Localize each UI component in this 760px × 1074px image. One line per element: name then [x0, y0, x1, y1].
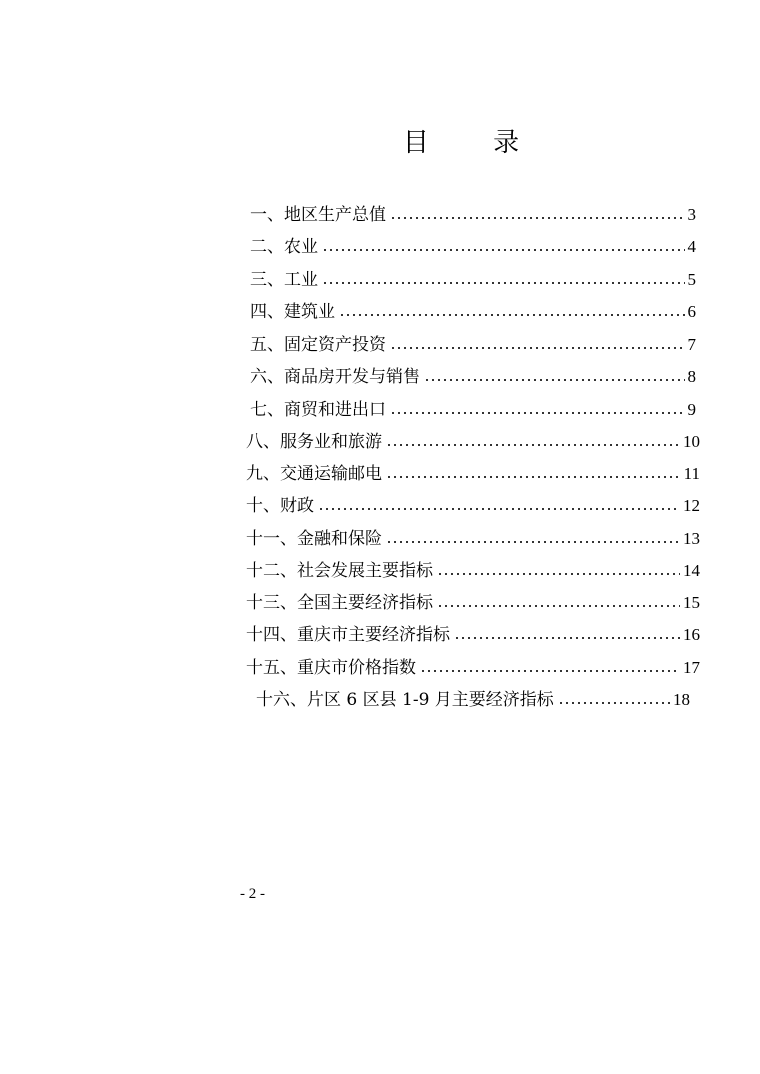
- dot-leader: [390, 216, 685, 220]
- toc-entry-page: 18: [673, 690, 690, 709]
- toc-entry-label: 十一、金融和保险: [246, 529, 382, 549]
- page-title: 目 录: [402, 128, 548, 158]
- dot-leader: [386, 475, 681, 479]
- toc-entry-page: 6: [687, 302, 696, 321]
- toc-entry-label: 九、交通运输邮电: [246, 464, 382, 484]
- toc-entry-page: 10: [683, 432, 700, 451]
- toc-entry-label: 一、地区生产总值: [250, 205, 386, 225]
- dot-leader: [386, 540, 680, 544]
- toc-entry-page: 7: [687, 335, 696, 354]
- dot-leader: [322, 281, 685, 285]
- dot-leader: [390, 346, 685, 350]
- toc-entry-page: 13: [683, 529, 700, 548]
- toc-entry-page: 8: [687, 367, 696, 386]
- toc-entry-label: 六、商品房开发与销售: [250, 367, 420, 387]
- dot-leader: [322, 248, 685, 252]
- toc-entry-5[interactable]: [250, 329, 696, 361]
- toc-entry-1[interactable]: [250, 199, 696, 231]
- toc-entry-page: 5: [687, 270, 696, 289]
- toc-entry-page: 9: [687, 400, 696, 419]
- toc-entry-8[interactable]: [246, 426, 700, 458]
- dot-leader: [318, 507, 680, 511]
- toc-entry-label: 十四、重庆市主要经济指标: [246, 625, 450, 645]
- toc-entry-10[interactable]: [246, 490, 700, 522]
- toc-entry-label: 三、工业: [250, 270, 318, 290]
- toc-entry-6[interactable]: [250, 361, 696, 393]
- toc-entry-12[interactable]: [246, 555, 700, 587]
- toc-entry-label: 十六、片区 6 区县 1-9 月主要经济指标: [256, 690, 554, 710]
- dot-leader: [339, 313, 685, 317]
- dot-leader: [437, 572, 680, 576]
- toc-entry-page: 11: [683, 464, 700, 483]
- toc-entry-label: 二、农业: [250, 237, 318, 257]
- toc-entry-16[interactable]: [256, 684, 690, 716]
- toc-entry-label: 十三、全国主要经济指标: [246, 593, 433, 613]
- toc-entry-page: 3: [687, 205, 696, 224]
- toc-entry-label: 七、商贸和进出口: [250, 400, 386, 420]
- toc-entry-page: 16: [683, 625, 700, 644]
- toc-entry-label: 十五、重庆市价格指数: [246, 658, 416, 678]
- toc-entry-label: 五、固定资产投资: [250, 335, 386, 355]
- dot-leader: [424, 378, 685, 382]
- toc-entry-page: 12: [683, 496, 700, 515]
- toc-entry-page: 14: [683, 561, 700, 580]
- page-number: - 2 -: [240, 886, 265, 902]
- toc-entry-11[interactable]: [246, 523, 700, 555]
- toc-entry-13[interactable]: [246, 587, 700, 619]
- toc-entry-label: 十二、社会发展主要指标: [246, 561, 433, 581]
- dot-leader: [386, 443, 680, 447]
- toc-entry-4[interactable]: [250, 296, 696, 328]
- toc-entry-9[interactable]: [246, 458, 700, 490]
- toc-entry-2[interactable]: [250, 231, 696, 263]
- dot-leader: [420, 669, 680, 673]
- dot-leader: [437, 604, 680, 608]
- toc-entry-7[interactable]: [250, 394, 696, 426]
- toc-entry-label: 十、财政: [246, 496, 314, 516]
- toc-entry-page: 4: [687, 237, 696, 256]
- toc-entry-page: 15: [683, 593, 700, 612]
- toc-entry-page: 17: [683, 658, 700, 677]
- toc-entry-3[interactable]: [250, 264, 696, 296]
- toc-entry-label: 四、建筑业: [250, 302, 335, 322]
- dot-leader: [454, 636, 680, 640]
- toc-entry-15[interactable]: [246, 652, 700, 684]
- dot-leader: [390, 411, 685, 415]
- dot-leader: [558, 701, 670, 705]
- toc-entry-14[interactable]: [246, 619, 700, 651]
- toc-entry-label: 八、服务业和旅游: [246, 432, 382, 452]
